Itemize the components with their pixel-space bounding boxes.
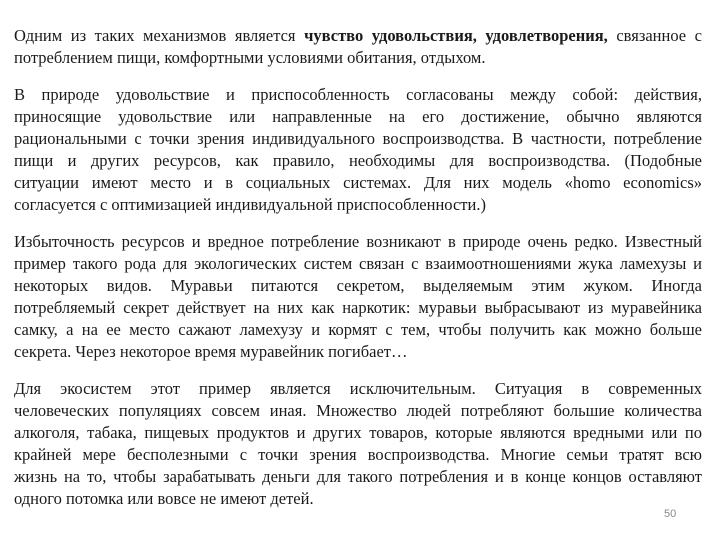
- text-segment: согласуется с оптимизацией индивидуальной приспособленности.): [14, 195, 486, 214]
- text-segment: В природе удовольствие и приспособленность согласованы между собой: действия,: [14, 85, 702, 104]
- text-line: [14, 253, 702, 275]
- text-segment: приносящие удовольствие или направленные на его достижение, обычно являются: [14, 107, 702, 126]
- slide-text: [14, 25, 702, 525]
- text-line: [14, 275, 702, 297]
- text-line: [14, 150, 702, 172]
- text-segment: ситуации имеют место и в социальных системах. Для них модель «homo economics»: [14, 173, 702, 192]
- text-segment: пищи и других ресурсов, как правило, необходимы для воспроизводства. (Подобные: [14, 151, 702, 170]
- paragraph: [14, 84, 702, 216]
- text-segment: Избыточность ресурсов и вредное потребление возникают в природе очень редко. Известный: [14, 232, 702, 251]
- text-segment: Для экосистем этот пример является исключительным. Ситуация в современных: [14, 379, 702, 398]
- text-line: [14, 341, 702, 363]
- text-line: [14, 488, 702, 510]
- text-segment: потреблением пищи, комфортными условиями обитания, отдыхом.: [14, 48, 486, 67]
- text-segment: одного потомка или вовсе не имеют детей.: [14, 489, 314, 508]
- text-segment: некоторых видов. Муравьи питаются секретом, выделяемым этим жуком. Иногда: [14, 276, 702, 295]
- text-line: [14, 84, 702, 106]
- text-segment: потребляемый секрет действует на них как наркотик: муравьи выбрасывают из муравейника: [14, 298, 702, 317]
- text-line: [14, 400, 702, 422]
- text-line: [14, 25, 702, 47]
- paragraph: [14, 378, 702, 510]
- text-line: [14, 172, 702, 194]
- text-line: [14, 444, 702, 466]
- text-segment: человеческих популяциях совсем иная. Множество людей потребляют большие количества: [14, 401, 702, 420]
- text-segment: связанное с: [607, 26, 702, 45]
- text-line: [14, 422, 702, 444]
- text-line: [14, 47, 702, 69]
- text-segment: самку, а на ее место сажают ламехузу и кормят с тем, чтобы получить как можно больше: [14, 320, 702, 339]
- text-segment: крайней мере бесполезными с точки зрения воспроизводства. Многие семьи тратят всю: [14, 445, 702, 464]
- text-line: [14, 319, 702, 341]
- text-segment: Одним из таких механизмов является: [14, 26, 305, 45]
- text-segment: рациональными с точки зрения индивидуального воспроизводства. В частности, потребление: [14, 129, 702, 148]
- text-line: [14, 378, 702, 400]
- text-line: [14, 297, 702, 319]
- text-segment: пример такого рода для экологических систем связан с взаимоотношениями жука ламехузы и: [14, 254, 702, 273]
- text-line: [14, 466, 702, 488]
- page-number: 50: [664, 508, 677, 520]
- bold-text: чувство удовольствия, удовлетворения,: [304, 26, 608, 45]
- paragraph: [14, 25, 702, 69]
- text-segment: секрета. Через некоторое время муравейник погибает…: [14, 342, 408, 361]
- text-segment: алкоголя, табака, пищевых продуктов и других товаров, которые являются вредными или по: [14, 423, 702, 442]
- text-segment: жизнь на то, чтобы зарабатывать деньги для такого потребления и в конце концов оставляют: [14, 467, 702, 486]
- paragraph: [14, 231, 702, 363]
- text-line: [14, 231, 702, 253]
- text-line: [14, 194, 702, 216]
- text-line: [14, 128, 702, 150]
- text-line: [14, 106, 702, 128]
